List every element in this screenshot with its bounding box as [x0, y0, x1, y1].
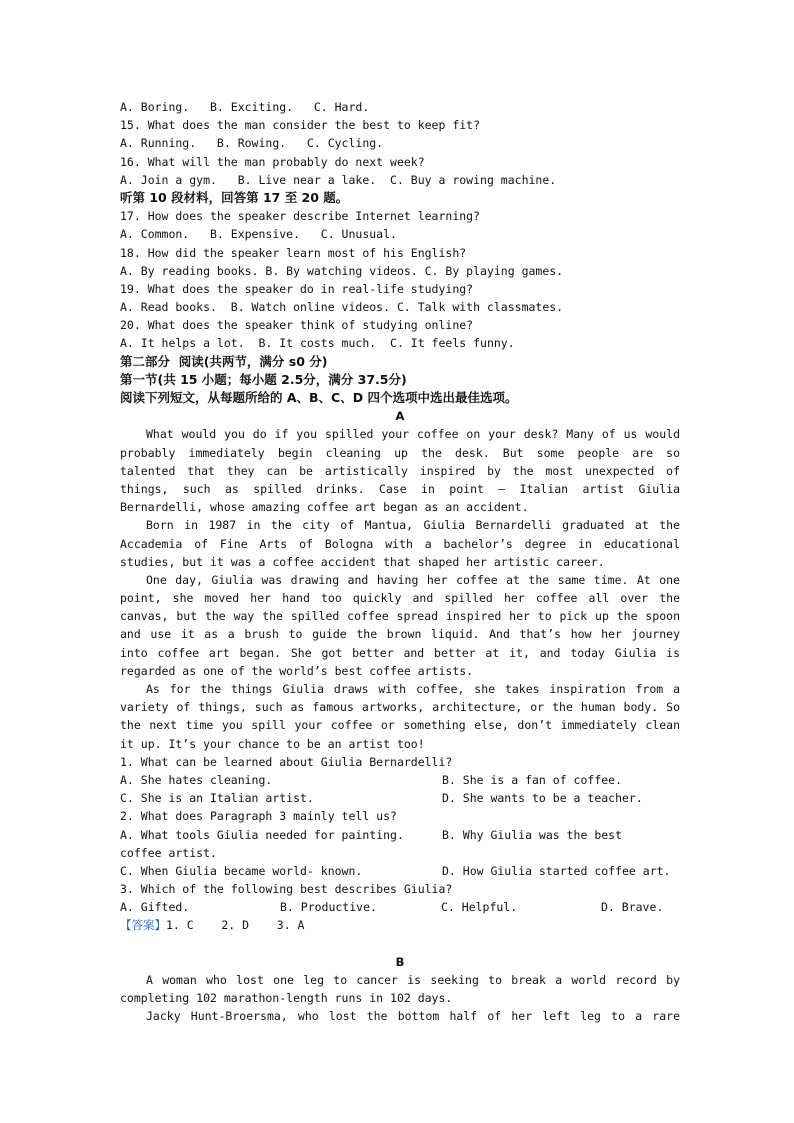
q2-option-d: D. How Giulia started coffee art. — [442, 863, 671, 878]
q2-question: 2. What does Paragraph 3 mainly tell us? — [120, 809, 397, 824]
q1-option-d: D. She wants to be a teacher. — [442, 791, 643, 806]
passage-line: One day, Giulia was drawing and having her coffee at the same time. At one — [146, 572, 680, 587]
q14-options: A. Boring. B. Exciting. C. Hard. — [120, 100, 370, 114]
passage-line: Bernardelli, whose amazing coffee art began as an accident. — [120, 500, 529, 515]
passage-line: What would you do if you spilled your coffee on your desk? Many of us would — [146, 427, 680, 442]
passage-line: variety of things, such as famous artworks, architecture, or the human body. So — [120, 700, 680, 715]
q3-option-d: D. Brave. — [601, 900, 664, 915]
passage-line: completing 102 marathon-length runs in 102 days. — [120, 991, 453, 1006]
answer-tag: 【答案】 — [120, 918, 166, 933]
passage-line: canvas, but the way the spilled coffee spread inspired her to pick up the spoon — [120, 609, 680, 624]
passage-b-label: B — [395, 954, 405, 969]
passage-line: Born in 1987 in the city of Mantua, Giulia Bernardelli graduated at the — [146, 518, 680, 533]
passage-line: things, such as spilled drinks. Case in point — Italian artist Giulia — [120, 481, 680, 496]
section10-heading: 听第 10 段材料，回答第 17 至 20 题。 — [120, 189, 349, 205]
passage-line: Jacky Hunt-Broersma, who lost the bottom half of her left leg to a rare — [146, 1009, 680, 1024]
q2-option-b: B. Why Giulia was the best — [442, 827, 623, 842]
q1-options-row2 — [120, 789, 680, 807]
q18-question: 18. How did the speaker learn most of his English? — [120, 245, 467, 260]
passage-line: studies, but it was a coffee accident that shaped her artistic career. — [120, 554, 605, 569]
q18-options: A. By reading books. B. By watching videos. C. By playing games. — [120, 263, 564, 278]
passage-line: A woman who lost one leg to cancer is seeking to break a world record by — [146, 973, 680, 987]
passage-line: regarded as one of the world’s best coffee artists. — [120, 663, 474, 678]
q3-option-b: B. Productive. — [280, 900, 377, 915]
q15-options: A. Running. B. Rowing. C. Cycling. — [120, 136, 384, 151]
passage-line: point, she moved her hand too quickly and spilled her coffee all over the — [120, 591, 680, 606]
passage-line: and use it as a brush to guide the brown liquid. And that’s how her journey — [120, 627, 680, 642]
q16-options: A. Join a gym. B. Live near a lake. C. Buy a rowing machine. — [120, 172, 557, 187]
q16-question: 16. What will the man probably do next week? — [120, 154, 425, 169]
answer-text: 1. C 2. D 3. A — [166, 918, 305, 933]
spacer — [120, 935, 680, 953]
q2-option-c: C. When Giulia became world- known. — [120, 863, 363, 878]
passage-line: the next time you spill your coffee or something else, don’t immediately clean — [120, 718, 680, 733]
q15-question: 15. What does the man consider the best to keep fit? — [120, 118, 481, 133]
q1-option-a: A. She hates cleaning. — [120, 772, 273, 787]
passage-line: talented that they can be artistically inspired by the most unexpected of — [120, 463, 680, 478]
document-page — [120, 98, 680, 1026]
passage-line: Accademia of Fine Arts of Bologna with a bachelor’s degree in educational — [120, 536, 680, 551]
q2-options-row2 — [120, 862, 680, 880]
q2-option-a: A. What tools Giulia needed for painting. — [120, 827, 404, 842]
passage-b-body — [120, 971, 680, 1026]
q20-options: A. It helps a lot. B. It costs much. C. It feels funny. — [120, 336, 515, 351]
answer-line — [120, 916, 680, 934]
passage-line: into coffee art began. She got better and better at it, and today Giulia is — [120, 645, 680, 660]
passage-line: probably immediately begin cleaning up the desk. But some people are so — [120, 445, 680, 460]
q19-question: 19. What does the speaker do in real-life studying? — [120, 281, 474, 296]
q3-option-a: A. Gifted. — [120, 900, 190, 915]
q3-option-c: C. Helpful. — [441, 900, 518, 915]
section1-heading: 第一节(共 15 小题；每小题 2.5分，满分 37.5分) — [120, 371, 407, 387]
passage-line: it up. It’s your chance to be an artist too! — [120, 736, 425, 751]
q1-question: 1. What can be learned about Giulia Bernardelli? — [120, 754, 453, 769]
q19-options: A. Read books. B. Watch online videos. C. Talk with classmates. — [120, 300, 564, 315]
q3-options-row — [120, 898, 680, 916]
q17-options: A. Common. B. Expensive. C. Unusual. — [120, 227, 397, 242]
q17-question: 17. How does the speaker describe Internet learning? — [120, 209, 481, 224]
part2-heading: 第二部分 阅读(共两节，满分 s0 分) — [120, 353, 328, 369]
reading-instruction: 阅读下列短文，从每题所给的 A、B、C、D 四个选项中选出最佳选项。 — [120, 390, 518, 405]
q3-question: 3. Which of the following best describes Giulia? — [120, 882, 453, 897]
passage-a-body — [120, 425, 680, 752]
q1-option-c: C. She is an Italian artist. — [120, 791, 314, 806]
passage-a-label: A — [395, 409, 405, 424]
q1-options-row1 — [120, 771, 680, 789]
q1-option-b: B. She is a fan of coffee. — [442, 772, 623, 787]
q20-question: 20. What does the speaker think of studying online? — [120, 318, 474, 333]
passage-line: As for the things Giulia draws with coffee, she takes inspiration from a — [146, 682, 680, 696]
q2-options-row1 — [120, 826, 680, 844]
q2-option-b-continued: coffee artist. — [120, 845, 217, 860]
